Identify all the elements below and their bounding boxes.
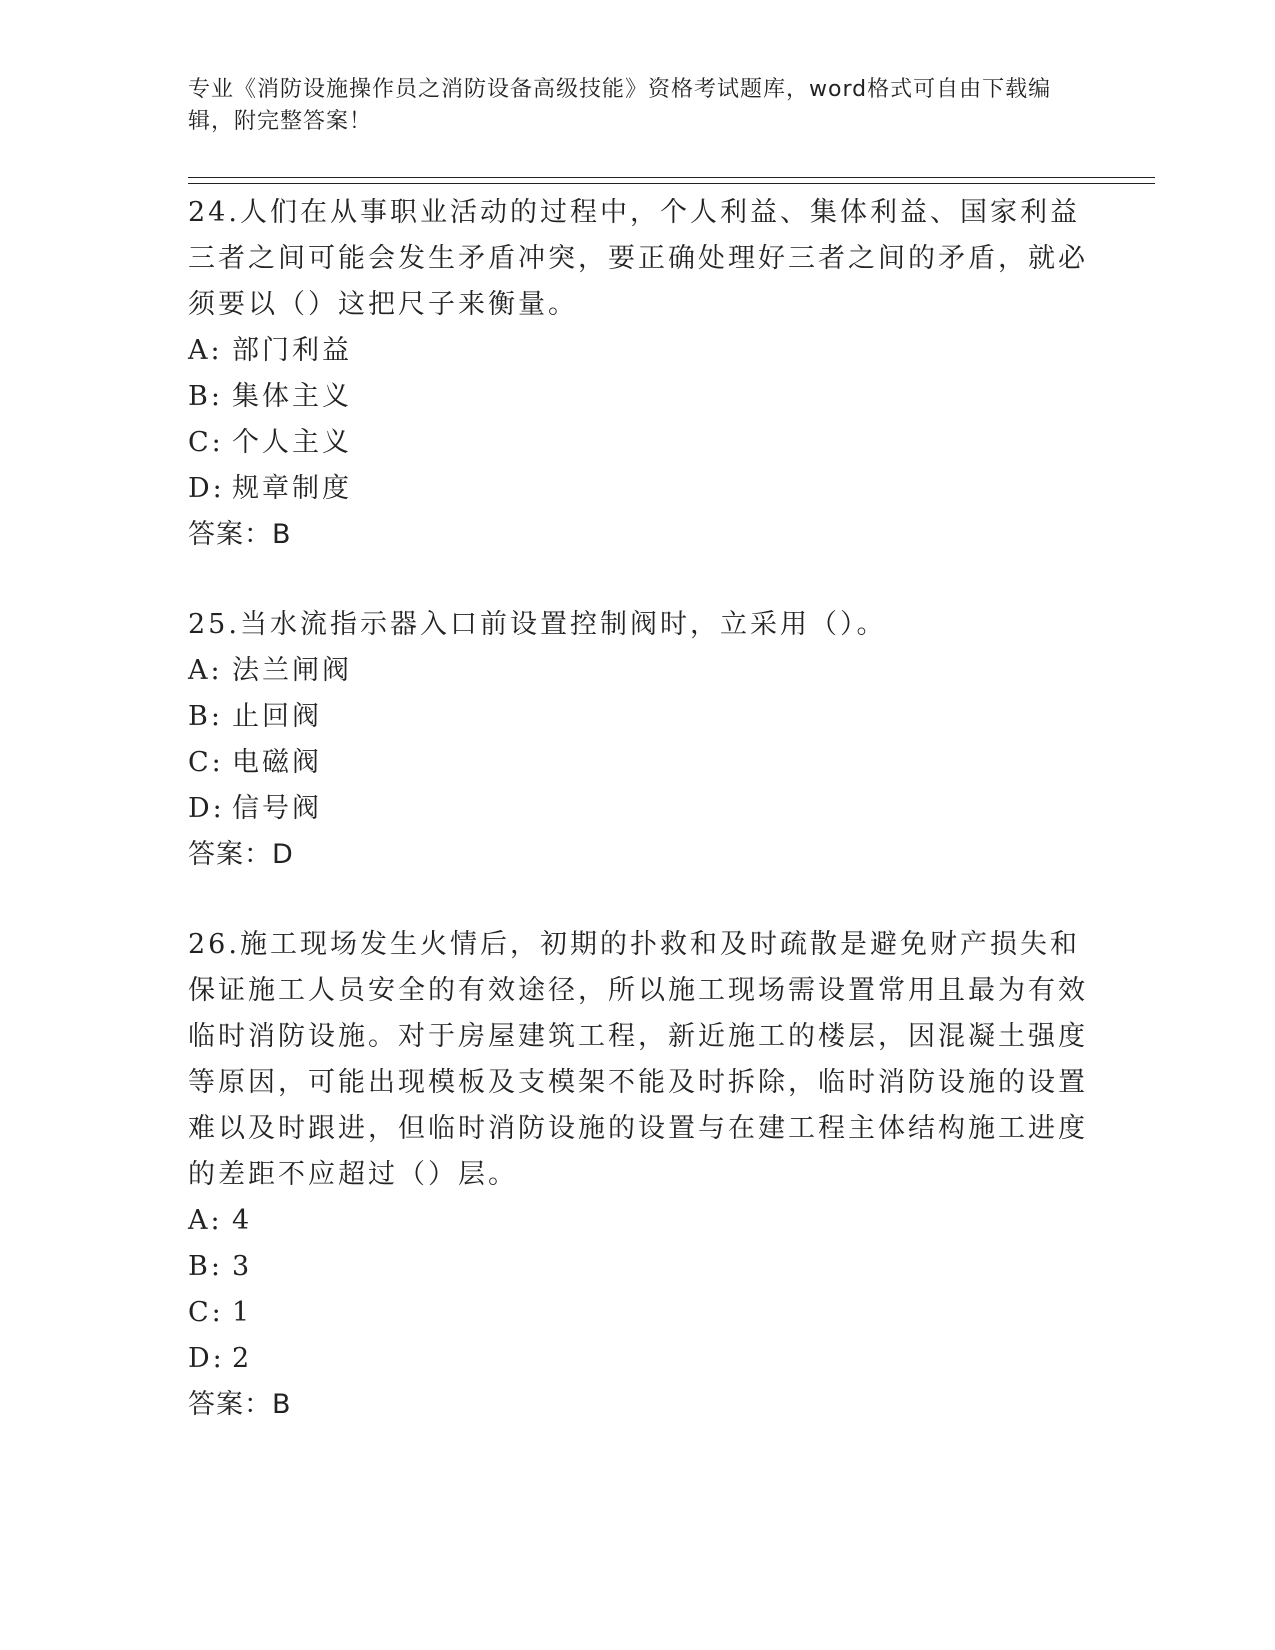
- option-text: 2: [232, 1343, 253, 1374]
- option-text: 3: [232, 1251, 253, 1282]
- option-text: 法兰闸阀: [232, 655, 352, 686]
- answer-line: 答案：B: [188, 519, 292, 550]
- question-stem: 25.当水流指示器入口前设置控制阀时，立采用（）。: [188, 609, 887, 640]
- option-text: 1: [232, 1297, 253, 1328]
- option-text: 集体主义: [232, 381, 352, 412]
- option-letter: B:: [188, 381, 223, 412]
- question-list: [188, 190, 1088, 1428]
- option-letter: D:: [188, 473, 225, 504]
- option-text: 个人主义: [232, 427, 352, 458]
- option-b: [188, 374, 1088, 420]
- option-letter: C:: [188, 747, 224, 778]
- option-text: 规章制度: [232, 473, 352, 504]
- option-text: 止回阀: [232, 701, 322, 732]
- option-c: [188, 420, 1088, 466]
- document-intro: 专业《消防设施操作员之消防设备高级技能》资格考试题库，word格式可自由下载编辑，附完整答案！: [188, 77, 1052, 134]
- option-letter: A:: [188, 1205, 223, 1236]
- option-d: [188, 1336, 1088, 1382]
- answer-line: 答案：B: [188, 1389, 292, 1420]
- answer-line: 答案：D: [188, 839, 294, 870]
- option-letter: A:: [188, 335, 223, 366]
- question-spacer: [188, 558, 1088, 602]
- option-b: [188, 694, 1088, 740]
- question-26: [188, 922, 1088, 1428]
- question-stem: 24.人们在从事职业活动的过程中，个人利益、集体利益、国家利益三者之间可能会发生矛盾冲突，要正确处理好三者之间的矛盾，就必须要以（）这把尺子来衡量。: [188, 197, 1088, 320]
- option-d: [188, 786, 1088, 832]
- question-spacer: [188, 878, 1088, 922]
- option-c: [188, 740, 1088, 786]
- option-letter: B:: [188, 1251, 223, 1282]
- option-text: 4: [232, 1205, 253, 1236]
- option-d: [188, 466, 1088, 512]
- option-text: 电磁阀: [232, 747, 322, 778]
- question-24: [188, 190, 1088, 558]
- option-letter: C:: [188, 427, 224, 458]
- option-letter: A:: [188, 655, 223, 686]
- option-text: 信号阀: [232, 793, 322, 824]
- question-stem: 26.施工现场发生火情后，初期的扑救和及时疏散是避免财产损失和保证施工人员安全的有效途径，所以施工现场需设置常用且最为有效临时消防设施。对于房屋建筑工程，新近施工的楼层，因混凝土强度等原因，可能出现模板及支模架不能及时拆除，临时消防设施的设置难以及时跟进，但临时消防设施的设置与在建工程主体结构施工进度的差距不应超过（）层。: [188, 929, 1088, 1190]
- option-b: [188, 1244, 1088, 1290]
- option-letter: C:: [188, 1297, 224, 1328]
- question-25: [188, 602, 1088, 878]
- option-c: [188, 1290, 1088, 1336]
- option-letter: D:: [188, 793, 225, 824]
- option-letter: B:: [188, 701, 223, 732]
- option-text: 部门利益: [232, 335, 352, 366]
- option-a: [188, 328, 1088, 374]
- option-a: [188, 1198, 1088, 1244]
- header-divider-bottom: [188, 183, 1155, 184]
- option-letter: D:: [188, 1343, 225, 1374]
- option-a: [188, 648, 1088, 694]
- header-divider-top: [188, 177, 1155, 178]
